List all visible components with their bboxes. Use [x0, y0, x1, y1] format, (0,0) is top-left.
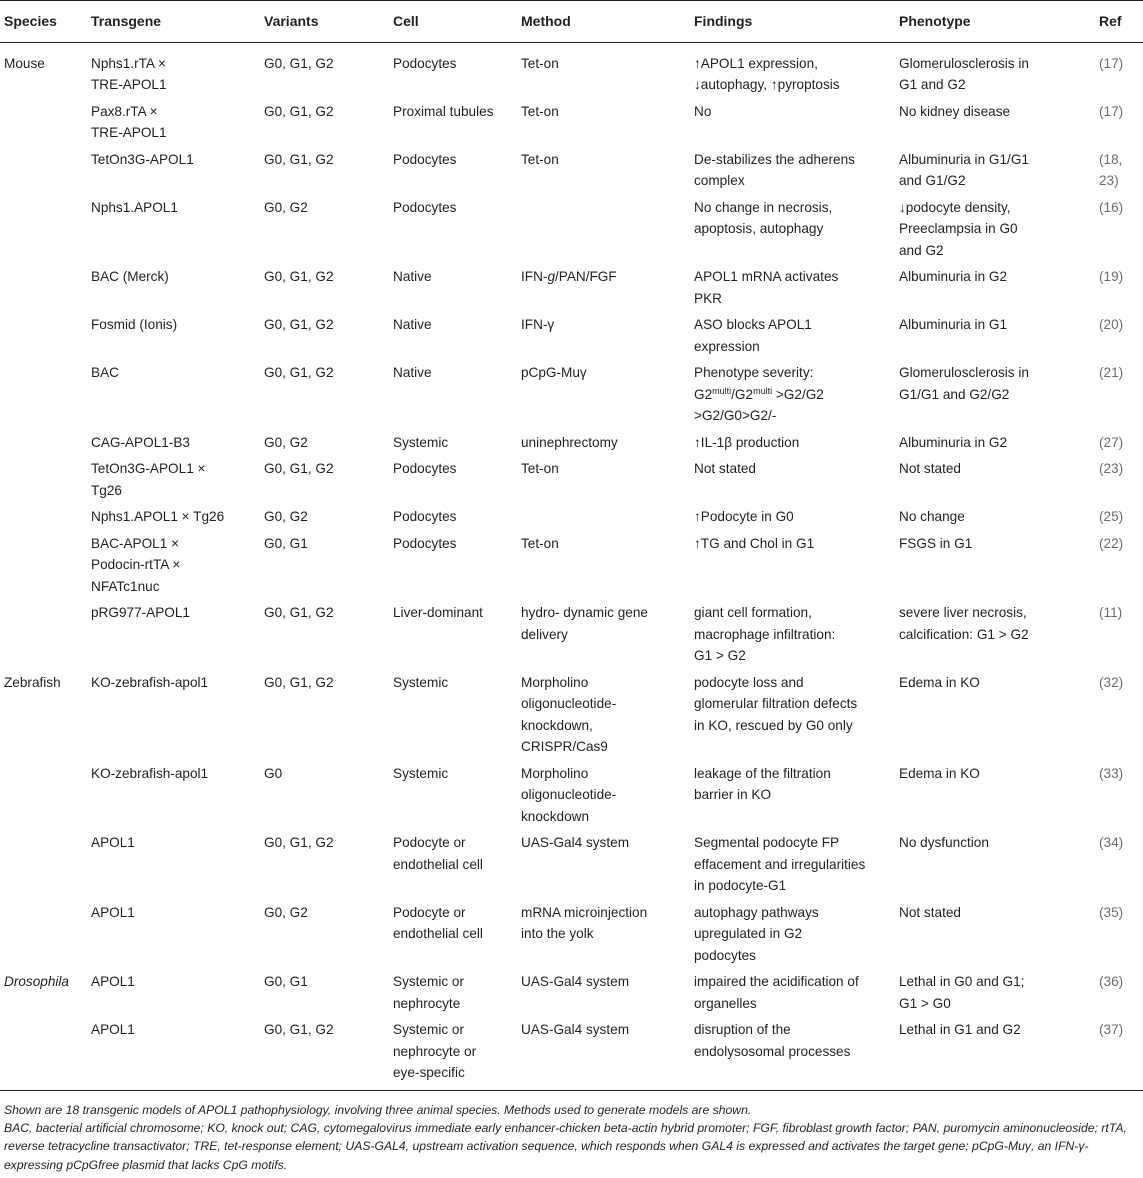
cell-phenotype: Not stated — [899, 461, 961, 476]
cell-species — [0, 263, 87, 311]
cell-species: Mouse — [4, 55, 45, 71]
cell-method — [517, 194, 690, 264]
cell-transgene: Nphs1.rTA × TRE-APOL1 — [91, 55, 167, 92]
cell-findings: impaired the acidification of organelles — [694, 974, 859, 1011]
cell-variants: G0, G1, G2 — [264, 103, 334, 119]
cell-species — [0, 899, 87, 969]
cell-variants: G0, G1, G2 — [264, 365, 334, 380]
table-row — [0, 429, 1143, 456]
cell-species — [0, 194, 87, 264]
table-row — [0, 98, 1143, 146]
cell-findings: De-stabilizes the adherens complex — [694, 151, 855, 188]
cell-transgene: TetOn3G-APOL1 × Tg26 — [91, 461, 206, 498]
table-row — [0, 311, 1143, 359]
cell-variants: G0, G1 — [264, 974, 308, 989]
header-transgene: Transgene — [87, 1, 260, 43]
header-method: Method — [517, 1, 690, 43]
cell-transgene: Nphs1.APOL1 — [91, 199, 178, 215]
table-row — [0, 194, 1143, 264]
table-row — [0, 42, 1143, 98]
cell-findings: autophagy pathways upregulated in G2 podocytes — [694, 904, 819, 963]
cell-cell: Podocytes — [393, 535, 457, 551]
header-ref: Ref — [1095, 1, 1143, 43]
cell-method: UAS-Gal4 system — [521, 974, 630, 989]
cell-phenotype: No dysfunction — [899, 835, 989, 850]
cell-phenotype: Albuminuria in G2 — [899, 434, 1008, 450]
cell-findings: ↑IL-1β production — [694, 434, 800, 450]
cell-transgene: pRG977-APOL1 — [91, 605, 190, 620]
cell-phenotype: Not stated — [899, 904, 961, 920]
cell-species — [0, 530, 87, 600]
cell-method: Tet-on — [521, 151, 559, 167]
cell-variants: G0, G2 — [264, 199, 308, 215]
table-row — [0, 669, 1143, 760]
cell-method: Tet-on — [521, 55, 559, 71]
cell-ref: (23) — [1099, 461, 1124, 476]
cell-ref: (22) — [1099, 535, 1124, 551]
cell-ref: (20) — [1099, 317, 1124, 332]
cell-transgene: BAC — [91, 365, 119, 380]
cell-method: Morpholino oligonucleotide- knockdown — [521, 765, 617, 824]
cell-species — [0, 829, 87, 899]
cell-variants: G0, G1, G2 — [264, 55, 334, 71]
cell-phenotype: Glomerulosclerosis in G1/G1 and G2/G2 — [899, 365, 1029, 402]
header-row — [0, 1, 1143, 43]
table-row — [0, 530, 1143, 600]
cell-transgene: Nphs1.APOL1 × Tg26 — [91, 509, 225, 524]
cell-transgene: BAC-APOL1 × Podocin-rtTA × NFATc1nuc — [91, 535, 181, 594]
header-variants: Variants — [260, 1, 389, 43]
cell-species — [0, 455, 87, 503]
cell-findings: No change in necrosis, apoptosis, autophagy — [694, 199, 833, 236]
cell-transgene: CAG-APOL1-B3 — [91, 434, 190, 450]
cell-variants: G0, G1, G2 — [264, 151, 334, 167]
cell-species — [0, 359, 87, 429]
cell-variants: G0 — [264, 765, 283, 781]
cell-cell: Podocytes — [393, 199, 457, 215]
cell-ref: (17) — [1099, 103, 1124, 119]
cell-cell: Podocytes — [393, 55, 457, 71]
cell-transgene: APOL1 — [91, 835, 135, 850]
cell-phenotype: Edema in KO — [899, 674, 980, 690]
cell-transgene: TetOn3G-APOL1 — [91, 151, 194, 167]
footnote-abbreviations: BAC, bacterial artificial chromosome; KO, knock out; CAG, cytomegalovirus immediate early enhancer-chicken beta-actin hybrid promoter; FGF, fibroblast growth factor; PAN, puromycin aminonucleoside; rtTA, reverse tetracycline transactivator; TRE, tet-response element; UAS-GAL4, upstream activation sequence, which responds when GAL4 is expressed and activates the target gene; pCpG-Muγ, an IFN-γ-expressing pCpGfree plasmid that lacks CpG motifs. — [4, 1120, 1127, 1172]
cell-species: Zebrafish — [4, 674, 61, 690]
cell-ref: (37) — [1095, 1016, 1143, 1090]
cell-transgene: KO-zebrafish-apol1 — [91, 765, 209, 781]
table-header — [0, 1, 1143, 43]
table-body — [0, 42, 1143, 1090]
cell-findings: Not stated — [694, 461, 756, 476]
cell-ref: (21) — [1099, 365, 1124, 380]
cell-species: Drosophila — [4, 974, 69, 989]
table-row — [0, 455, 1143, 503]
cell-method: UAS-Gal4 system — [517, 1016, 690, 1090]
cell-variants: G0, G1, G2 — [264, 605, 334, 620]
cell-method: hydro- dynamic gene delivery — [521, 605, 648, 642]
cell-ref: (27) — [1099, 434, 1124, 450]
cell-ref: (35) — [1099, 904, 1124, 920]
table-row — [0, 359, 1143, 429]
cell-findings: APOL1 mRNA activates PKR — [694, 269, 839, 306]
cell-findings: No — [694, 103, 712, 119]
cell-ref: (19) — [1099, 269, 1124, 284]
cell-method: IFN-g/PAN/FGF — [521, 269, 617, 284]
cell-findings: ASO blocks APOL1 expression — [694, 317, 812, 354]
cell-transgene: APOL1 — [91, 904, 135, 920]
cell-phenotype: FSGS in G1 — [899, 535, 973, 551]
cell-species — [0, 760, 87, 830]
cell-cell: Podocyte or endothelial cell — [393, 904, 483, 941]
table-row — [0, 599, 1143, 669]
cell-method: Tet-on — [521, 461, 559, 476]
cell-cell: Systemic — [393, 765, 449, 781]
table-footnote — [0, 1091, 1143, 1175]
cell-phenotype: Lethal in G1 and G2 — [895, 1016, 1095, 1090]
cell-cell: Podocyte or endothelial cell — [393, 835, 483, 872]
cell-phenotype: ↓podocyte density, Preeclampsia in G0 and G2 — [899, 199, 1018, 258]
cell-method: pCpG-Muγ — [521, 365, 587, 380]
table-row — [0, 263, 1143, 311]
cell-findings: Segmental podocyte FP effacement and irregularities in podocyte-G1 — [694, 835, 866, 893]
cell-species — [0, 146, 87, 194]
footnote-summary: Shown are 18 transgenic models of APOL1 pathophysiology, involving three animal species. Methods used to generate models are shown. — [4, 1102, 752, 1117]
cell-findings: Phenotype severity: $G2^{multi}/G2^{multi} >G2/G2$ >G2/G0>G2/- — [694, 365, 824, 423]
cell-method: IFN-γ — [521, 317, 555, 332]
cell-species — [0, 98, 87, 146]
cell-cell: Systemic or nephrocyte — [393, 974, 465, 1011]
cell-variants: G0, G1, G2 — [264, 835, 334, 850]
cell-transgene: BAC (Merck) — [91, 269, 169, 284]
cell-ref: (25) — [1099, 509, 1124, 524]
cell-variants: G0, G1, G2 — [264, 674, 334, 690]
cell-cell: Native — [393, 365, 432, 380]
cell-findings: disruption of the endolysosomal processes — [690, 1016, 895, 1090]
cell-ref: (17) — [1099, 55, 1124, 71]
cell-transgene: Fosmid (Ionis) — [91, 317, 178, 332]
header-cell: Cell — [389, 1, 517, 43]
header-findings: Findings — [690, 1, 895, 43]
cell-method — [517, 503, 690, 530]
table-row — [0, 760, 1143, 830]
cell-species — [0, 503, 87, 530]
cell-method: mRNA microinjection into the yolk — [521, 904, 648, 941]
cell-ref: (11) — [1099, 605, 1123, 620]
cell-species — [0, 311, 87, 359]
cell-variants: G0, G1, G2 — [264, 269, 334, 284]
cell-variants: G0, G1 — [264, 535, 308, 551]
table-row — [0, 899, 1143, 969]
cell-variants: G0, G1, G2 — [264, 317, 334, 332]
cell-findings: podocyte loss and glomerular filtration defects in KO, rescued by G0 only — [694, 674, 858, 733]
cell-transgene: Pax8.rTA × TRE-APOL1 — [91, 103, 167, 140]
cell-phenotype: severe liver necrosis, calcification: G1 > G2 — [899, 605, 1029, 642]
cell-cell: Systemic or nephrocyte or eye-specific — [389, 1016, 517, 1090]
header-species: Species — [0, 1, 87, 43]
cell-findings: ↑APOL1 expression, ↓autophagy, ↑pyroptosis — [694, 55, 840, 92]
table-row — [0, 968, 1143, 1016]
cell-transgene: KO-zebrafish-apol1 — [91, 674, 209, 690]
table-row — [0, 1016, 1143, 1090]
cell-phenotype: Albuminuria in G1 — [899, 317, 1008, 332]
table-row — [0, 829, 1143, 899]
cell-cell: Systemic — [393, 674, 449, 690]
cell-phenotype: Lethal in G0 and G1; G1 > G0 — [899, 974, 1025, 1011]
header-phenotype: Phenotype — [895, 1, 1095, 43]
cell-ref: (32) — [1099, 674, 1124, 690]
table-row — [0, 146, 1143, 194]
cell-cell: Podocytes — [393, 461, 457, 476]
cell-findings: ↑TG and Chol in G1 — [694, 535, 815, 551]
cell-cell: Native — [393, 269, 432, 284]
cell-phenotype: Albuminuria in G1/G1 and G1/G2 — [899, 151, 1029, 188]
cell-ref: (36) — [1099, 974, 1124, 989]
cell-phenotype: No change — [899, 509, 965, 524]
cell-cell: Systemic — [393, 434, 449, 450]
cell-variants: G0, G2 — [264, 434, 308, 450]
cell-phenotype: Edema in KO — [899, 765, 980, 781]
cell-species — [0, 599, 87, 669]
cell-variants: G0, G2 — [264, 904, 308, 920]
cell-cell: Podocytes — [393, 151, 457, 167]
cell-findings: giant cell formation, macrophage infiltration: G1 > G2 — [694, 605, 836, 663]
cell-variants: G0, G2 — [264, 509, 308, 524]
cell-cell: Liver-dominant — [393, 605, 483, 620]
cell-variants: G0, G1, G2 — [264, 461, 334, 476]
cell-species — [0, 1016, 87, 1090]
cell-method: UAS-Gal4 system — [521, 835, 630, 850]
cell-species — [0, 429, 87, 456]
cell-findings: ↑Podocyte in G0 — [694, 509, 794, 524]
cell-ref: (33) — [1099, 765, 1124, 781]
table-row — [0, 503, 1143, 530]
cell-method: Tet-on — [521, 103, 559, 119]
cell-transgene: APOL1 — [91, 974, 135, 989]
cell-variants: G0, G1, G2 — [260, 1016, 389, 1090]
cell-method: Morpholino oligonucleotide- knockdown, CRISPR/Cas9 — [521, 674, 617, 754]
cell-phenotype: Glomerulosclerosis in G1 and G2 — [899, 55, 1029, 92]
cell-ref: (16) — [1099, 199, 1124, 215]
cell-phenotype: Albuminuria in G2 — [899, 269, 1008, 284]
cell-method: uninephrectomy — [521, 434, 618, 450]
cell-cell: Native — [393, 317, 432, 332]
cell-transgene: APOL1 — [87, 1016, 260, 1090]
cell-findings: leakage of the filtration barrier in KO — [694, 765, 831, 802]
cell-cell: Proximal tubules — [393, 103, 494, 119]
cell-cell: Podocytes — [393, 509, 457, 524]
cell-method: Tet-on — [521, 535, 559, 551]
cell-phenotype: No kidney disease — [899, 103, 1011, 119]
cell-ref: (34) — [1099, 835, 1124, 850]
cell-ref: (18, 23) — [1099, 151, 1123, 188]
